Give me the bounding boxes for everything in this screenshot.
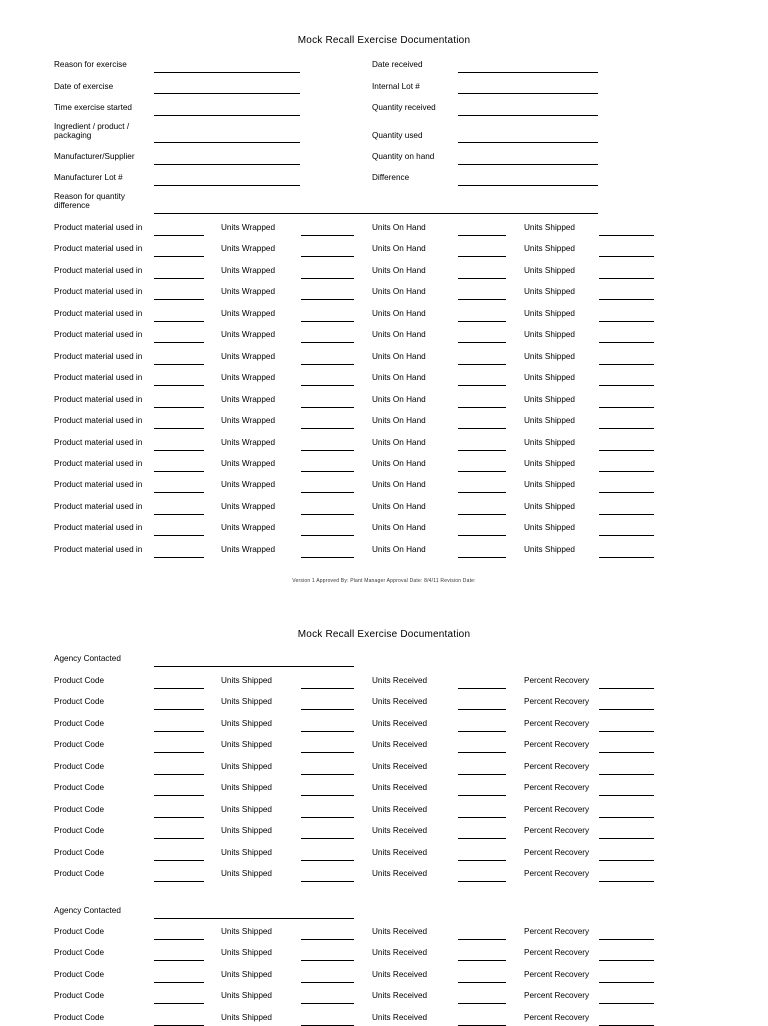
row-5-label-units-shipped: Units Shipped [524, 308, 575, 318]
row-13-label-units-shipped: Units Shipped [524, 480, 575, 490]
agency-2-row-1-label-percent-recovery: Percent Recovery [524, 927, 590, 936]
agency-2-row-1-line-units-shipped[interactable] [301, 939, 354, 940]
agency-1-row-1-label-units-received: Units Received [372, 676, 428, 685]
agency-2-row-2-label-product-code: Product Code [54, 948, 105, 958]
row-1-line-units-wrapped[interactable] [301, 235, 354, 236]
agency-2-label: Agency Contacted [54, 906, 121, 915]
row-13-line-units-wrapped[interactable] [301, 492, 354, 493]
agency-2-row-3-line-product-code[interactable] [154, 982, 204, 983]
row-8-label-units-on-hand: Units On Hand [372, 373, 426, 383]
row-12-line-units-on-hand[interactable] [458, 471, 506, 472]
row-10-line-units-shipped[interactable] [599, 428, 654, 429]
row-2-line-product-material-used-in[interactable] [154, 256, 204, 257]
row-12-label-units-shipped: Units Shipped [524, 458, 575, 468]
row-3-label-product-material-used-in: Product material used in [54, 265, 143, 275]
agency-2-row-1-label-units-received: Units Received [372, 927, 428, 936]
row-15-label-product-material-used-in: Product material used in [54, 523, 143, 533]
row-14-label-product-material-used-in: Product material used in [54, 501, 143, 511]
agency-2-row-4-line-percent-recovery[interactable] [599, 1003, 654, 1004]
row-7-line-product-material-used-in[interactable] [154, 364, 204, 365]
row-6-line-units-on-hand[interactable] [458, 342, 506, 343]
row-12-line-product-material-used-in[interactable] [154, 471, 204, 472]
agency-1-row-10-label-units-received: Units Received [372, 869, 428, 879]
row-14-label-units-wrapped: Units Wrapped [221, 501, 276, 511]
agency-1-row-5-label-product-code: Product Code [54, 761, 105, 771]
agency-1-row-5-line-units-received[interactable] [458, 774, 506, 775]
agency-1-row-3-label-product-code: Product Code [54, 718, 105, 728]
row-15-label-units-on-hand: Units On Hand [372, 523, 426, 533]
row-3-label-units-shipped: Units Shipped [524, 265, 575, 275]
row-14-label-units-shipped: Units Shipped [524, 501, 575, 511]
row-13-label-product-material-used-in: Product material used in [54, 480, 143, 490]
row-6-label-units-on-hand: Units On Hand [372, 330, 426, 340]
agency-1-row-2-label-product-code: Product Code [54, 697, 105, 707]
agency-1-row-1-line-product-code[interactable] [154, 688, 204, 689]
agency-1-row-1-label-units-shipped: Units Shipped [221, 676, 272, 685]
field-label-reason-for-exercise: Reason for exercise [54, 60, 127, 69]
row-2-label-units-shipped: Units Shipped [524, 244, 575, 254]
agency-1-line[interactable] [154, 666, 354, 667]
row-14-line-units-shipped[interactable] [599, 514, 654, 515]
agency-1-row-8-label-units-shipped: Units Shipped [221, 826, 272, 836]
agency-1-row-5-line-percent-recovery[interactable] [599, 774, 654, 775]
field-label-quantity-used: Quantity used [372, 131, 423, 140]
agency-2-row-1-line-units-received[interactable] [458, 939, 506, 940]
agency-1-row-4-label-units-shipped: Units Shipped [221, 740, 272, 750]
agency-1-row-3-label-percent-recovery: Percent Recovery [524, 718, 590, 728]
row-12-label-units-wrapped: Units Wrapped [221, 458, 276, 468]
row-9-label-product-material-used-in: Product material used in [54, 394, 143, 404]
agency-1-row-8-line-product-code[interactable] [154, 838, 204, 839]
agency-1-row-6-line-units-received[interactable] [458, 795, 506, 796]
agency-1-row-7-line-percent-recovery[interactable] [599, 817, 654, 818]
row-15-label-units-wrapped: Units Wrapped [221, 523, 276, 533]
agency-1-row-4-label-product-code: Product Code [54, 740, 105, 750]
agency-1-row-7-line-units-received[interactable] [458, 817, 506, 818]
row-1-label-units-shipped: Units Shipped [524, 223, 575, 232]
row-11-line-units-on-hand[interactable] [458, 450, 506, 451]
agency-2-row-3-label-product-code: Product Code [54, 969, 105, 979]
row-16-label-product-material-used-in: Product material used in [54, 544, 143, 554]
row-12-label-units-on-hand: Units On Hand [372, 458, 426, 468]
row-9-label-units-on-hand: Units On Hand [372, 394, 426, 404]
row-1-line-product-material-used-in[interactable] [154, 235, 204, 236]
row-4-label-product-material-used-in: Product material used in [54, 287, 143, 297]
field-line-internal-lot[interactable] [458, 93, 598, 94]
agency-1-row-4-line-units-shipped[interactable] [301, 752, 354, 753]
row-8-label-units-wrapped: Units Wrapped [221, 373, 276, 383]
row-13-line-units-on-hand[interactable] [458, 492, 506, 493]
row-7-label-product-material-used-in: Product material used in [54, 351, 143, 361]
agency-1-row-3-label-units-shipped: Units Shipped [221, 718, 272, 728]
row-12-line-units-shipped[interactable] [599, 471, 654, 472]
agency-2-row-5-label-product-code: Product Code [54, 1012, 105, 1022]
agency-1-row-9-label-units-shipped: Units Shipped [221, 847, 272, 857]
row-6-label-product-material-used-in: Product material used in [54, 330, 143, 340]
agency-2-row-3-label-units-received: Units Received [372, 969, 428, 979]
agency-1-row-9-line-units-shipped[interactable] [301, 860, 354, 861]
field-line-manufacturer-lot[interactable] [154, 185, 300, 186]
agency-1-row-10-label-units-shipped: Units Shipped [221, 869, 272, 879]
field-label-date-of-exercise: Date of exercise [54, 82, 114, 91]
row-16-line-product-material-used-in[interactable] [154, 557, 204, 558]
row-6-label-units-wrapped: Units Wrapped [221, 330, 276, 340]
agency-2-row-5-label-percent-recovery: Percent Recovery [524, 1012, 590, 1022]
row-2-line-units-wrapped[interactable] [301, 256, 354, 257]
row-16-label-units-shipped: Units Shipped [524, 544, 575, 554]
agency-2-line[interactable] [154, 918, 354, 919]
row-1-label-units-on-hand: Units On Hand [372, 223, 426, 232]
row-1-label-product-material-used-in: Product material used in [54, 223, 143, 232]
row-15-label-units-shipped: Units Shipped [524, 523, 575, 533]
row-16-label-units-wrapped: Units Wrapped [221, 544, 276, 554]
row-5-label-units-wrapped: Units Wrapped [221, 308, 276, 318]
agency-2-row-3-label-percent-recovery: Percent Recovery [524, 969, 590, 979]
field-label-internal-lot: Internal Lot # [372, 82, 420, 91]
row-10-label-product-material-used-in: Product material used in [54, 416, 143, 426]
agency-2-row-2-label-units-shipped: Units Shipped [221, 948, 272, 958]
agency-2-row-4-line-units-received[interactable] [458, 1003, 506, 1004]
row-3-line-units-on-hand[interactable] [458, 278, 506, 279]
agency-1-row-3-line-percent-recovery[interactable] [599, 731, 654, 732]
field-line-quantity-on-hand[interactable] [458, 164, 598, 165]
row-12-label-product-material-used-in: Product material used in [54, 458, 143, 468]
agency-2-row-2-label-percent-recovery: Percent Recovery [524, 948, 590, 958]
agency-1-row-1-line-units-received[interactable] [458, 688, 506, 689]
field-line-date-received[interactable] [458, 72, 598, 73]
agency-1-row-3-label-units-received: Units Received [372, 718, 428, 728]
page2-title: Mock Recall Exercise Documentation [297, 629, 471, 640]
agency-2-row-4-line-units-shipped[interactable] [301, 1003, 354, 1004]
agency-1-row-9-line-percent-recovery[interactable] [599, 860, 654, 861]
row-3-label-units-wrapped: Units Wrapped [221, 265, 276, 275]
field-line-ingredient-product-packaging[interactable] [154, 142, 300, 143]
agency-1-row-6-line-units-shipped[interactable] [301, 795, 354, 796]
agency-2-row-2-label-units-received: Units Received [372, 948, 428, 958]
agency-1-row-1-line-units-shipped[interactable] [301, 688, 354, 689]
row-14-line-product-material-used-in[interactable] [154, 514, 204, 515]
agency-2-row-3-line-units-received[interactable] [458, 982, 506, 983]
row-8-line-units-on-hand[interactable] [458, 385, 506, 386]
row-4-label-units-wrapped: Units Wrapped [221, 287, 276, 297]
row-4-line-units-shipped[interactable] [599, 299, 654, 300]
row-14-line-units-on-hand[interactable] [458, 514, 506, 515]
row-2-label-units-wrapped: Units Wrapped [221, 244, 276, 254]
agency-2-row-3-label-units-shipped: Units Shipped [221, 969, 272, 979]
agency-2-row-2-line-units-received[interactable] [458, 960, 506, 961]
row-9-line-units-on-hand[interactable] [458, 407, 506, 408]
row-11-line-product-material-used-in[interactable] [154, 450, 204, 451]
agency-2-row-3-line-percent-recovery[interactable] [599, 982, 654, 983]
agency-1-row-7-label-percent-recovery: Percent Recovery [524, 804, 590, 814]
row-9-label-units-shipped: Units Shipped [524, 394, 575, 404]
agency-1-row-2-line-units-received[interactable] [458, 709, 506, 710]
row-10-label-units-on-hand: Units On Hand [372, 416, 426, 426]
agency-1-row-2-line-product-code[interactable] [154, 709, 204, 710]
field-label-ingredient-product-packaging: Ingredient / product / packaging [54, 122, 130, 140]
page1-footer: Version 1 Approved By: Plant Manager Approval Date: 8/4/11 Revision Date: [292, 578, 476, 584]
field-label-date-received: Date received [372, 60, 423, 69]
agency-2-row-4-label-units-shipped: Units Shipped [221, 991, 272, 1001]
agency-1-row-6-label-units-received: Units Received [372, 783, 428, 793]
field-label-quantity-received: Quantity received [372, 103, 436, 112]
agency-1-row-7-line-product-code[interactable] [154, 817, 204, 818]
agency-1-row-1-label-percent-recovery: Percent Recovery [524, 676, 590, 685]
agency-1-row-2-label-units-received: Units Received [372, 697, 428, 707]
row-13-label-units-on-hand: Units On Hand [372, 480, 426, 490]
row-15-line-units-shipped[interactable] [599, 535, 654, 536]
agency-1-row-8-label-units-received: Units Received [372, 826, 428, 836]
agency-2-row-4-label-percent-recovery: Percent Recovery [524, 991, 590, 1001]
row-13-label-units-wrapped: Units Wrapped [221, 480, 276, 490]
agency-1-row-5-line-product-code[interactable] [154, 774, 204, 775]
agency-1-row-6-line-percent-recovery[interactable] [599, 795, 654, 796]
row-4-line-product-material-used-in[interactable] [154, 299, 204, 300]
agency-1-row-3-line-product-code[interactable] [154, 731, 204, 732]
agency-1-row-2-label-units-shipped: Units Shipped [221, 697, 272, 707]
agency-1-row-10-line-percent-recovery[interactable] [599, 881, 654, 882]
row-5-line-product-material-used-in[interactable] [154, 321, 204, 322]
row-4-label-units-on-hand: Units On Hand [372, 287, 426, 297]
row-2-label-product-material-used-in: Product material used in [54, 244, 143, 254]
agency-1-row-10-line-units-received[interactable] [458, 881, 506, 882]
row-9-line-units-wrapped[interactable] [301, 407, 354, 408]
row-11-line-units-wrapped[interactable] [301, 450, 354, 451]
row-16-line-units-wrapped[interactable] [301, 557, 354, 558]
agency-2-row-5-label-units-shipped: Units Shipped [221, 1012, 272, 1022]
agency-2-row-1-line-product-code[interactable] [154, 939, 204, 940]
agency-1-row-8-line-percent-recovery[interactable] [599, 838, 654, 839]
row-11-label-units-shipped: Units Shipped [524, 437, 575, 447]
agency-2-row-2-line-units-shipped[interactable] [301, 960, 354, 961]
agency-1-row-1-line-percent-recovery[interactable] [599, 688, 654, 689]
row-6-line-units-wrapped[interactable] [301, 342, 354, 343]
agency-1-row-7-label-units-shipped: Units Shipped [221, 804, 272, 814]
row-3-line-units-shipped[interactable] [599, 278, 654, 279]
row-8-line-units-wrapped[interactable] [301, 385, 354, 386]
field-label-manufacturer-lot: Manufacturer Lot # [54, 173, 123, 182]
agency-1-row-7-label-product-code: Product Code [54, 804, 105, 814]
row-9-label-units-wrapped: Units Wrapped [221, 394, 276, 404]
row-14-line-units-wrapped[interactable] [301, 514, 354, 515]
agency-1-row-10-label-percent-recovery: Percent Recovery [524, 869, 590, 879]
agency-1-row-4-line-units-received[interactable] [458, 752, 506, 753]
agency-1-row-4-line-product-code[interactable] [154, 752, 204, 753]
agency-1-row-5-line-units-shipped[interactable] [301, 774, 354, 775]
agency-1-row-8-label-product-code: Product Code [54, 826, 105, 836]
agency-1-row-2-label-percent-recovery: Percent Recovery [524, 697, 590, 707]
field-line-reason-for-exercise[interactable] [154, 72, 300, 73]
row-3-line-product-material-used-in[interactable] [154, 278, 204, 279]
field-line-difference[interactable] [458, 185, 598, 186]
agency-2-row-4-line-product-code[interactable] [154, 1003, 204, 1004]
row-3-line-units-wrapped[interactable] [301, 278, 354, 279]
agency-1-row-9-label-percent-recovery: Percent Recovery [524, 847, 590, 857]
field-label-quantity-on-hand: Quantity on hand [372, 152, 435, 161]
row-6-label-units-shipped: Units Shipped [524, 330, 575, 340]
agency-1-row-1-label-product-code: Product Code [54, 676, 105, 685]
row-8-line-units-shipped[interactable] [599, 385, 654, 386]
field-line-manufacturer-supplier[interactable] [154, 164, 300, 165]
agency-1-row-10-label-product-code: Product Code [54, 869, 105, 879]
row-7-line-units-wrapped[interactable] [301, 364, 354, 365]
agency-1-row-9-label-product-code: Product Code [54, 847, 105, 857]
agency-1-row-8-label-percent-recovery: Percent Recovery [524, 826, 590, 836]
row-6-line-units-shipped[interactable] [599, 342, 654, 343]
row-4-line-units-wrapped[interactable] [301, 299, 354, 300]
agency-2-row-1-line-percent-recovery[interactable] [599, 939, 654, 940]
row-7-label-units-on-hand: Units On Hand [372, 351, 426, 361]
agency-1-row-10-line-units-shipped[interactable] [301, 881, 354, 882]
row-13-line-units-shipped[interactable] [599, 492, 654, 493]
agency-1-row-7-label-units-received: Units Received [372, 804, 428, 814]
row-13-line-product-material-used-in[interactable] [154, 492, 204, 493]
row-7-line-units-shipped[interactable] [599, 364, 654, 365]
row-11-label-units-on-hand: Units On Hand [372, 437, 426, 447]
agency-2-row-1-label-product-code: Product Code [54, 927, 105, 936]
row-2-line-units-shipped[interactable] [599, 256, 654, 257]
agency-1-row-4-label-percent-recovery: Percent Recovery [524, 740, 590, 750]
agency-1-row-2-line-percent-recovery[interactable] [599, 709, 654, 710]
agency-1-row-10-line-product-code[interactable] [154, 881, 204, 882]
row-14-label-units-on-hand: Units On Hand [372, 501, 426, 511]
agency-1-row-5-label-units-shipped: Units Shipped [221, 761, 272, 771]
row-5-line-units-wrapped[interactable] [301, 321, 354, 322]
agency-2-row-1-label-units-shipped: Units Shipped [221, 927, 272, 936]
agency-1-row-5-label-percent-recovery: Percent Recovery [524, 761, 590, 771]
agency-2-row-5-label-units-received: Units Received [372, 1012, 428, 1022]
row-7-label-units-shipped: Units Shipped [524, 351, 575, 361]
row-12-line-units-wrapped[interactable] [301, 471, 354, 472]
field-label-reason-for-quantity-difference: Reason for quantity difference [54, 192, 126, 210]
row-1-line-units-shipped[interactable] [599, 235, 654, 236]
row-15-line-units-wrapped[interactable] [301, 535, 354, 536]
field-label-difference: Difference [372, 173, 410, 182]
field-label-time-exercise-started: Time exercise started [54, 103, 132, 112]
row-16-line-units-shipped[interactable] [599, 557, 654, 558]
row-9-line-product-material-used-in[interactable] [154, 407, 204, 408]
agency-1-row-2-line-units-shipped[interactable] [301, 709, 354, 710]
agency-1-label: Agency Contacted [54, 654, 121, 663]
row-8-label-units-shipped: Units Shipped [524, 373, 575, 383]
field-label-manufacturer-supplier: Manufacturer/Supplier [54, 152, 135, 161]
field-line-reason-for-quantity-difference[interactable] [154, 213, 598, 214]
row-10-label-units-wrapped: Units Wrapped [221, 416, 276, 426]
agency-2-row-4-label-units-received: Units Received [372, 991, 428, 1001]
row-4-label-units-shipped: Units Shipped [524, 287, 575, 297]
row-8-line-product-material-used-in[interactable] [154, 385, 204, 386]
agency-2-row-3-line-units-shipped[interactable] [301, 982, 354, 983]
row-7-label-units-wrapped: Units Wrapped [221, 351, 276, 361]
row-5-label-units-on-hand: Units On Hand [372, 308, 426, 318]
row-1-line-units-on-hand[interactable] [458, 235, 506, 236]
row-10-line-product-material-used-in[interactable] [154, 428, 204, 429]
row-4-line-units-on-hand[interactable] [458, 299, 506, 300]
agency-1-row-9-label-units-received: Units Received [372, 847, 428, 857]
row-11-line-units-shipped[interactable] [599, 450, 654, 451]
row-5-label-product-material-used-in: Product material used in [54, 308, 143, 318]
row-15-line-product-material-used-in[interactable] [154, 535, 204, 536]
agency-1-row-6-label-percent-recovery: Percent Recovery [524, 783, 590, 793]
row-2-label-units-on-hand: Units On Hand [372, 244, 426, 254]
row-5-line-units-shipped[interactable] [599, 321, 654, 322]
row-11-label-units-wrapped: Units Wrapped [221, 437, 276, 447]
row-1-label-units-wrapped: Units Wrapped [221, 223, 276, 232]
row-10-label-units-shipped: Units Shipped [524, 416, 575, 426]
agency-1-row-9-line-units-received[interactable] [458, 860, 506, 861]
row-16-line-units-on-hand[interactable] [458, 557, 506, 558]
agency-1-row-3-line-units-received[interactable] [458, 731, 506, 732]
agency-1-row-6-label-units-shipped: Units Shipped [221, 783, 272, 793]
agency-2-row-4-label-product-code: Product Code [54, 991, 105, 1001]
row-10-line-units-wrapped[interactable] [301, 428, 354, 429]
page1-title: Mock Recall Exercise Documentation [297, 35, 471, 46]
row-9-line-units-shipped[interactable] [599, 407, 654, 408]
field-line-date-of-exercise[interactable] [154, 93, 300, 94]
row-3-label-units-on-hand: Units On Hand [372, 265, 426, 275]
row-5-line-units-on-hand[interactable] [458, 321, 506, 322]
row-8-label-product-material-used-in: Product material used in [54, 373, 143, 383]
row-15-line-units-on-hand[interactable] [458, 535, 506, 536]
row-2-line-units-on-hand[interactable] [458, 256, 506, 257]
agency-1-row-3-line-units-shipped[interactable] [301, 731, 354, 732]
field-line-time-exercise-started[interactable] [154, 115, 300, 116]
row-6-line-product-material-used-in[interactable] [154, 342, 204, 343]
agency-1-row-8-line-units-shipped[interactable] [301, 838, 354, 839]
agency-1-row-4-label-units-received: Units Received [372, 740, 428, 750]
row-11-label-product-material-used-in: Product material used in [54, 437, 143, 447]
agency-1-row-5-label-units-received: Units Received [372, 761, 428, 771]
row-16-label-units-on-hand: Units On Hand [372, 544, 426, 554]
agency-1-row-6-label-product-code: Product Code [54, 783, 105, 793]
agency-1-row-4-line-percent-recovery[interactable] [599, 752, 654, 753]
row-10-line-units-on-hand[interactable] [458, 428, 506, 429]
agency-2-row-2-line-product-code[interactable] [154, 960, 204, 961]
field-line-quantity-received[interactable] [458, 115, 598, 116]
agency-1-row-7-line-units-shipped[interactable] [301, 817, 354, 818]
agency-2-row-2-line-percent-recovery[interactable] [599, 960, 654, 961]
agency-1-row-6-line-product-code[interactable] [154, 795, 204, 796]
row-7-line-units-on-hand[interactable] [458, 364, 506, 365]
agency-1-row-8-line-units-received[interactable] [458, 838, 506, 839]
agency-1-row-9-line-product-code[interactable] [154, 860, 204, 861]
field-line-quantity-used[interactable] [458, 142, 598, 143]
